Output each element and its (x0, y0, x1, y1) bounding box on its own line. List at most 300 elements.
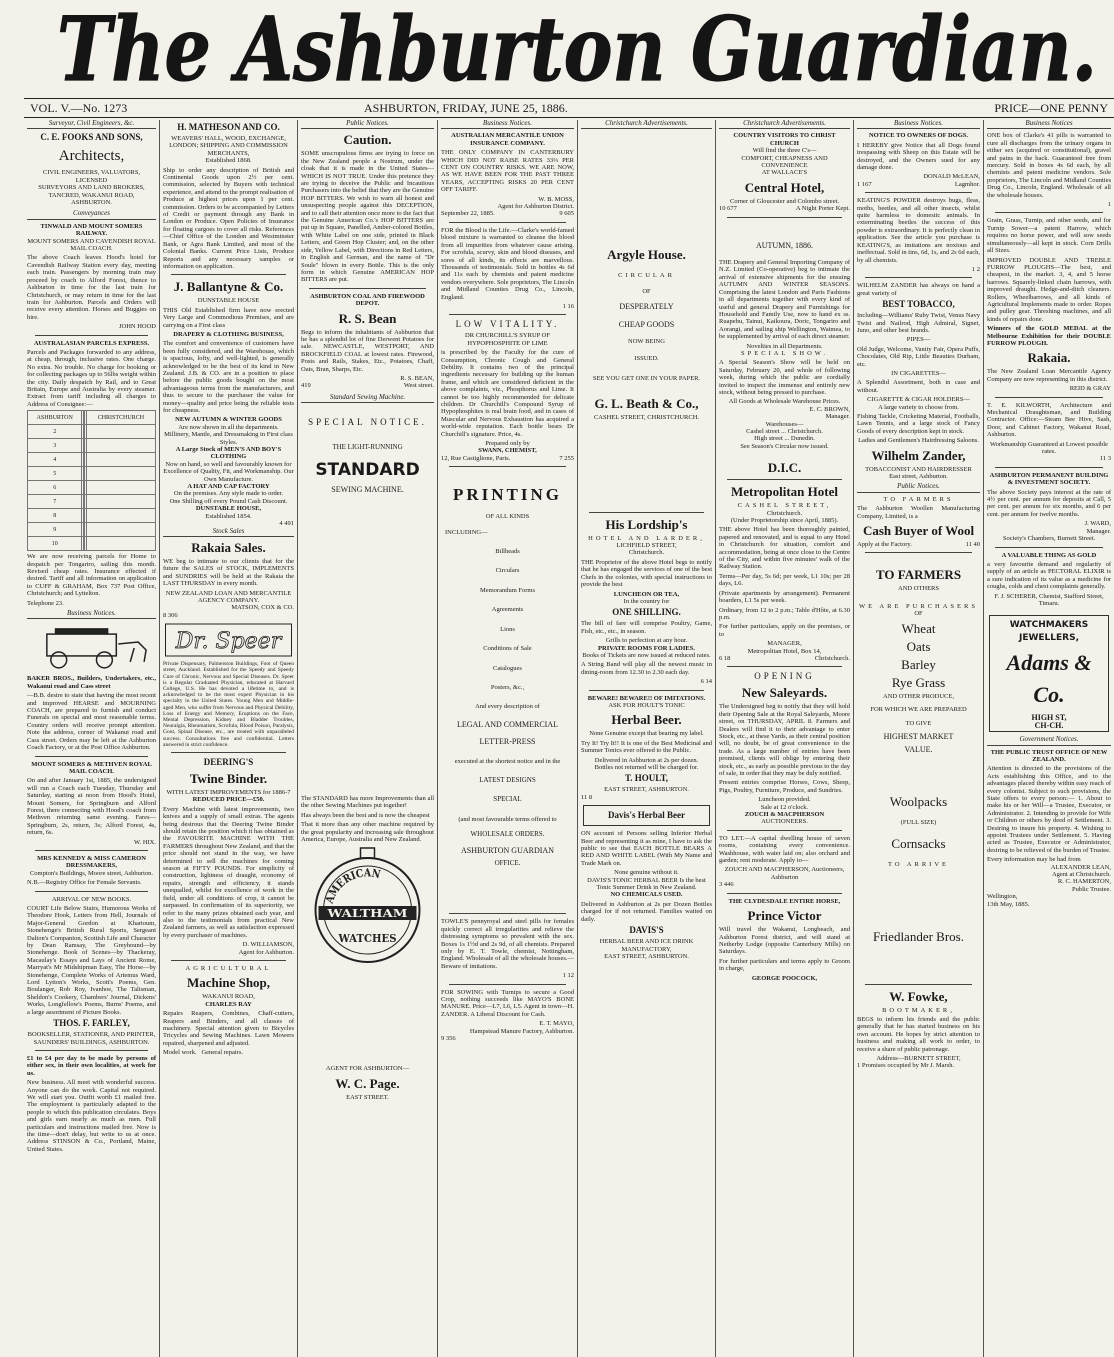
fowke-address: Address—BURNETT STREET, (876, 1054, 961, 1062)
desperately-label: DESPERATELY (619, 302, 674, 312)
caution-heading: Caution. (343, 132, 392, 148)
bill-of-fare: The bill of fare will comprise Poultry, Game, Fish, etc., etc., in season. (581, 620, 712, 635)
barley: Barley (901, 656, 936, 672)
fooks-firm: C. E. FOOKS AND SONS, (40, 132, 143, 143)
including-label: INCLUDING— (445, 528, 488, 536)
column-8 (984, 120, 1114, 1357)
circular-label: CIRCULAR (618, 272, 675, 280)
value-label: VALUE. (904, 745, 933, 755)
coach-text: The above Coach leaves Hood's hotel for Cavendish Railway Station every day, meeting each train. Passengers by morning train may proceed by coach to Alford Forest, thence to Ashburton in time for the last train for Christchurch, or may return in time for the last train for Ashburton. Parcels and Orders will receive every attention. Horses and Buggies on hire. (27, 254, 156, 321)
divider (589, 690, 704, 691)
none-genuine: None Genuine except that bearing my label. (589, 730, 704, 738)
one-shilling: ONE SHILLING. (612, 607, 681, 618)
dogs-number: 1 167 (857, 180, 872, 188)
bootmaker: BOOTMAKER, (882, 1006, 955, 1014)
to-farmers-small: TO FARMERS (883, 495, 954, 503)
discount: One Shilling off every Pound Cash Discount. (169, 497, 288, 505)
adams-city: CH-CH. (1034, 720, 1064, 730)
fowke-name: W. Fowke, (889, 988, 948, 1004)
aus-title: AUSTRALIAN MERCANTILE UNION INSURANCE COMPANY. (451, 132, 564, 147)
of-label: OF (642, 287, 651, 295)
coach-title: TINWALD AND MOUNT SOMERS RAILWAY. (40, 222, 143, 238)
cash-buyer: Cash Buyer of Wool (862, 523, 975, 539)
jewellers: JEWELLERS, (1018, 633, 1080, 644)
vitality-address: 12, Rue Castiglione, Paris. (441, 454, 511, 462)
coal-title: ASHBURTON COAL AND FIREWOOD DEPOT. (310, 292, 425, 308)
column-header: Business Notices (987, 120, 1111, 129)
issued-label: ISSUED. (634, 355, 659, 363)
delivered: Delivered in Ashburton at 2s per dozen. (594, 756, 699, 764)
wilhelm-zander: Wilhelm Zander, (871, 447, 966, 463)
lordships-title: His Lordship's (605, 516, 688, 532)
letter-press: LETTER-PRESS (479, 737, 536, 747)
cheap-goods: CHEAP GOODS (618, 319, 675, 329)
grills: Grills to perfection at any hour. (605, 637, 688, 645)
coal-number: 419 (301, 382, 311, 390)
price: PRICE—ONE PENNY (994, 101, 1108, 115)
fowke-foot (857, 1062, 980, 1069)
dr-speer-logo (163, 622, 294, 658)
volume-number: VOL. V.—No. 1273 (30, 101, 128, 115)
wholesale-prices: All Goods at Wholesale Warehouse Prices. (728, 398, 841, 406)
hearse-illustration (27, 622, 156, 672)
ballantyne-name: J. Ballantyne & Co. (173, 279, 284, 295)
binder-subtitle: WITH LATEST IMPROVEMENTS for 1886-7 (166, 789, 291, 796)
divider (35, 850, 148, 851)
clothing-subtitle: Now on hand, so well and favourably known for Excellence of Quality, Fit, and Workmanship. Our Own Manufacture. (163, 460, 294, 483)
metro-private: (Private apartments by arrangement). Permanent boarders, L1 5s per week. (719, 589, 850, 605)
dic-text: THE Drapery and General Importing Company of N.Z. Limited (Co-operative) beg to intimate the arrival of extensive shipments for the ensuing AUTUMN AND WINTER SEASONS. Comprising the latest London and Paris Fashions in all departments together with every kind of useful and general Drapery and Furnishings for Household and Family Use, now to hand ex ss. Ruapehu, Tainui, Kaikoura, Doric, Tongariro and Aorangi, and sailing ship Wellington, Waimea, to be supplemented by arrival of each direct steamer. (719, 259, 850, 341)
brown-manager: Manager. (825, 413, 850, 421)
metro-ordinary: Ordinary, from 12 to 2 p.m.; Table d'Hôte, at 6.30 p.m. (719, 606, 850, 621)
baker-title: BAKER BROS., Builders, Undertakers, etc., Wakanui road and Cass street (27, 675, 156, 690)
column-7 (854, 120, 984, 1357)
light-running: THE LIGHT-RUNNING (332, 443, 403, 452)
dateline (24, 98, 1114, 118)
columns (24, 120, 1114, 1357)
davis-text: ON account of Persons selling Inferior Herbal Beer and representing it as mine, I have to ask the public to see that EACH BOTTLE BEARS A RED AND WHITE LABEL (With My Name and Trade Mark on. (581, 830, 712, 867)
society-text: The above Society pays interest at the rate of 4½ per cent. per annum for deposits at Call, 5 per cent. per annum for six months, and 6 per cent. per annum for twelve months. (987, 488, 1111, 518)
full-size: (FULL SIZE) (900, 818, 937, 826)
tobacco-text: Including—Williams' Ruby Twist, Venus Navy Twist and Nailrod, High Admiral, Signet, Juno, and other best brands. (857, 312, 980, 334)
blood-number: 1 16 (562, 302, 574, 310)
autumn-subtitle: Are now shown in all the departments. (178, 423, 279, 431)
column-2 (160, 120, 298, 1357)
aus-foot (441, 210, 574, 217)
tariff-table (27, 410, 156, 551)
divider (449, 222, 566, 223)
metro-city: Christchurch. (766, 509, 803, 517)
sewing-machine: SEWING MACHINE. (331, 484, 404, 494)
metro-management: (Under Proprietorship since April, 1885). (730, 517, 839, 525)
printing-item: Lions (500, 625, 515, 633)
parcels-title: AUSTRALASIAN PARCELS EXPRESS. (33, 339, 150, 347)
cigarettes-heading: IN CIGARETTES— (891, 369, 946, 377)
opening: OPENING (754, 671, 815, 682)
binder-price: REDUCED PRICE—£50. (192, 796, 265, 804)
cashel-street: Cashel street ... Christchurch. (746, 428, 823, 435)
davis-delivered: Delivered in Ashburton at 2s per Dozen Bottles charged for if not returned. Families waited on daily. (581, 900, 712, 923)
present-entries: Present entries comprise Horses, Cows, Sheep, Pigs, Poultry, Furniture, Produce, and Sundries. (719, 779, 850, 794)
auctioneers: AUCTIONEERS. (761, 818, 808, 826)
farley-address: SAUNDERS' BUILDINGS, ASHBURTON. (33, 1038, 150, 1046)
hat-heading: A HAT AND CAP FACTORY (187, 483, 270, 491)
pectoral-text: a very favourite demand and regularity of supply of an article as PECTORAL ELIXIR is a sure indication of its value as a medicine for coughs, colds and chest complaints generally. (987, 560, 1111, 591)
printing-item: Catalogues (493, 664, 522, 672)
saleyards-text: The Undersigned beg to notify that they will hold their Opening Sale at the Royal Saleyards, Moore street, on THURSDAY, APRIL 8. Farmers and Dealers will find it to their advantage to enter Stock, etc., at these Yards, as their central position will, no doubt, be of great convenience to the trade. As a large number of entries have been promised, clients will oblige by entering their stock, etc., as early as possible previous to the day of sale, in order that they may be duly notified. (719, 703, 850, 777)
matheson-title: H. MATHESON AND CO. (177, 122, 280, 132)
special-label: SPECIAL (493, 795, 522, 804)
to-give: TO GIVE (905, 719, 932, 727)
printing-item: Agreements (491, 606, 524, 614)
adams-street: HIGH ST, (1031, 713, 1067, 723)
stallion-title: THE CLYDESDALE ENTIRE HORSE, (728, 897, 841, 905)
factory-foot (857, 541, 980, 548)
central-number: 10 677 (719, 205, 737, 213)
davis-title: Davis's Herbal Beer (608, 810, 685, 821)
pills-number: 1 (1107, 201, 1111, 209)
highest-market: HIGHEST MARKET (883, 731, 954, 741)
season-circular: See Season's Circular now issued. (740, 442, 829, 450)
svg-text:WATCHES: WATCHES (337, 932, 397, 946)
table-cell: 5 (28, 467, 82, 481)
svg-text:AMERICAN: AMERICAN (322, 866, 384, 906)
show-text: A Special Season's Show will be held on Saturday, February 20, and whole of following week, during which the public are cordially invited to inspect the immense and entirely new stock, without being pressed to purchase. (719, 359, 850, 396)
metro-number: 6 18 (719, 654, 731, 662)
divider (449, 984, 566, 985)
every-description: And every description of (475, 703, 540, 711)
machine-foot (163, 1049, 294, 1056)
divider (727, 479, 842, 480)
band-number: 6 14 (700, 678, 712, 686)
hairdressing: Ladies and Gentlemen's Hairdressing Saloons. (858, 437, 979, 445)
central-address: Corner of Gloucester and Colombo street. (729, 197, 840, 205)
column-4 (438, 120, 578, 1357)
sewing-header: Standard Sewing Machine. (301, 394, 434, 403)
ballantyne-text: THIS Old Established firm have now erected Very Large and Commodious Premises, and are carrying on a First class (163, 306, 294, 329)
aus-agent: Agent for Ashburton District. (497, 203, 574, 211)
sewing-text-3: That it more than any other machine required by the great popularity and increasing sale throughout America, Europe, Australia and New Zealand. (301, 821, 434, 844)
country-label: In the country for (623, 597, 670, 605)
adams-name: Adams & Co. (1006, 650, 1092, 708)
divider (35, 335, 148, 336)
apply-factory: Apply at the Factory. (857, 541, 912, 549)
dunstable-established: Established 1854. (205, 512, 252, 520)
terms-note: (and most favourable terms offered to (458, 815, 557, 823)
column-header: Surveyor, Civil Engineers, &c. (27, 120, 156, 129)
column-1 (24, 120, 160, 1357)
hoult-name: T. HOULT, (624, 773, 669, 784)
dogs-place: Lagmhor. (954, 180, 980, 188)
prince-victor: Prince Victor (747, 908, 822, 924)
dress-note: N.B.—Registry Office for Female Servants. (27, 879, 142, 887)
divider (449, 913, 566, 914)
trust-date: 13th May, 1885. (987, 900, 1030, 908)
metro-box: Metropolitan Hotel, Box 14, (747, 647, 822, 655)
clothing-heading: A Large Stock of MEN'S AND BOY'S CLOTHING (175, 446, 282, 461)
divider (727, 830, 842, 831)
hotel-text: THE Proprietor of the above Hotel begs to notify that he has engaged the services of one of the best Chefs in the colonies, with special instructions to provide the best (581, 558, 712, 589)
hotel-city: Christchurch. (628, 549, 665, 557)
table-cell: 2 (28, 425, 82, 439)
society-role: Manager. (1086, 527, 1111, 535)
table-cell: 10 (28, 537, 82, 551)
svg-text:WALTHAM: WALTHAM (326, 907, 408, 921)
deering-title: DEERING'S (203, 757, 254, 767)
dic-title: D.I.C. (767, 460, 802, 476)
divider (865, 552, 972, 553)
spacer (301, 969, 434, 1065)
divider (865, 192, 972, 193)
trust-text: Attention is directed to the provisions of the Acts establishing this Office, and to the advantages placed thereby within easy reach of every colonist. Subject to such provisions, the State offers to every person:— 1. About to make his or her Will—a Trustee, Executor, or Administrator. 2. Intending to provide for Wife or Children or others by deed of Settlement. 3. Desiring to insure his property. 4. Wishing to appoint Trustees under Settlement. 5. Having acted as Trustee, Executor or Administrator, desiring to be relieved of the burden of Trustee. (987, 765, 1111, 854)
pipes-heading: PIPES— (906, 336, 931, 344)
sewing-text-2: Has always been the best and is now the cheapest (301, 811, 430, 819)
woolpacks: Woolpacks (889, 793, 948, 809)
to-let-number: 3 446 (719, 881, 734, 889)
beath-address: CASHEL STREET, CHRISTCHURCH. (593, 414, 700, 422)
millinery: Millinery, Mantle, and Dressmaking in First class Styles. (164, 431, 293, 446)
drapery-heading: DRAPERY & CLOTHING BUSINESS, (173, 330, 284, 338)
printing-subtitle: OF ALL KINDS (485, 513, 530, 521)
best-tobacco: BEST TOBACCO, (882, 299, 955, 310)
beware: BEWARE! BEWARE!! OF IMITATIONS. (587, 694, 706, 702)
column-header: Business Notices. (857, 120, 980, 129)
stock-header: Stock Sales (163, 528, 294, 537)
printing-item: Billheads (495, 548, 520, 556)
coal-text: Begs to inform the inhabitants of Ashburton that he has a splendid lot of fine Derwent Potatoes for sale. NEWCASTLE, WESTPORT, AND BROCKFIELD COAL at lowest rates. Firewood, Posts and Rails, Stakes, Etc., Potatoes, Chaff, Oats, Bran, Sharps, Etc. (301, 328, 434, 373)
society-signature: J. WARD, (1084, 520, 1111, 528)
executed-note: executed at the shortest notice and in the (454, 757, 561, 765)
matheson-subtitle: WEAVERS' HALL, WOOD, EXCHANGE, LONDON; SHIPPING AND COMMISSION MERCHANTS, (169, 135, 288, 157)
column-5 (578, 120, 716, 1357)
keating-text: KEATING'S POWDER destroys bugs, fleas, moths, beetles, and all other insects, whilst quite harmless to domestic animals. In exterminating beetles the success of this powder is extraordinary. It is perfectly clean in application. See the article you purchase is KEATING'S, as imitations are noxious and ineffectual. Sold in tins, 6d, 1s, and 2s 6d each, by all chemists. (857, 197, 980, 264)
general-repairs: General repairs. (201, 1049, 243, 1057)
printing-item: Memorandum Forms (479, 586, 536, 594)
kilworth-text: T. E. KILWORTH, Architecture and Mechanical Draughtsman, and Building Contractor. Office:—Steam Bee Hive, Sash, Door, and Cabinet Factory, Wakanui Road, Ashburton. (987, 401, 1111, 439)
coach-subtitle: MOUNT SOMERS AND CAVENDISH ROYAL MAIL COACH. (27, 237, 156, 253)
svg-text:Dr. Speer: Dr. Speer (175, 629, 282, 655)
aus-text: THE ONLY COMPANY IN CANTERBURY WHICH DID NOT RAISE RATES 33⅓ PER CENT ON COUNTRY RISKS. WE ARE NOW, AS WE HAVE BEEN FOR THE PAST THREE YEARS, ACCEPTING RISKS 20 PER CENT OFF TARIFF. (441, 149, 574, 194)
printing-item: Conditions of Sale (483, 645, 532, 653)
kilworth-number: 11 3 (1099, 455, 1111, 463)
masthead-title-svg (40, 2, 1114, 94)
dogs-foot (857, 181, 980, 188)
davis-box (583, 805, 710, 826)
binder-agent: Agent for Ashburton. (238, 948, 294, 956)
pay-text: New business. All meet with wonderful success. Anyone can do the work. Capital not required. We will start you. Outfit worth £1 mailed free. The employment is particularly adapted to the people to which this publication circulates. Boys and girls earn nearly as much as men. Full particulars and instructions mailed free. Now is the time—don't delay, but write to us at once. Address STINSON & Co., Portland, Maine, United States. (27, 1079, 156, 1153)
dress-subtitle: DRESSMAKERS, (65, 862, 118, 870)
private-rooms: PRIVATE ROOMS FOR LADIES. (598, 644, 695, 652)
parcels-note: We are now receiving parcels for Home to despatch per Tongariro, sailing this month. Revised cheap rates. Insurance effected if desired. Tariff and all information on application to CUFF & GRAHAM, Box 737 Post Office, Christchurch; and Lyttelton. (27, 553, 156, 598)
divider (865, 984, 972, 985)
prepared: FOR WHICH WE ARE PREPARED (870, 706, 967, 714)
trust-role: Public Trustee. (1071, 885, 1111, 893)
warehouses: Warehouses— (765, 420, 804, 428)
sale-time: Sale at 12 o'clock. (760, 803, 809, 811)
dogs-title: NOTICE TO OWNERS OF DOGS. (868, 132, 969, 140)
metro-foot (719, 655, 850, 662)
books-text: COURT Life Below Stairs, Humorous Works of Theodore Hook, Letters from Hell, Journals of Major-General Gordon at Khartoum, Stonehenge's British Rural Sports, Sergeant Dalton's Companion, Scottish Life and Character by Dean Ramsay, The Greyhound—by Stonehenge. Book of Scenes—by Thackeray, Macaulay's Essays and Lays of Ancient Rome, Marryat's Mr Midshipman Easy, The Horse—by Stonehenge, Complete Works of Artemus Ward, Lord Lytton's Works, Scott's Poems, Gen. Boulanger, Rob Roy, Ivanhoe, The Talisman, Sheldon's Cookery, Chambers' Journal, Dickens' Works, Longfellow's Poems, Burns' Poems, and a large assortment of Picture Books. (27, 905, 156, 1016)
bottles-note: Bottles not returned will be charged for. (594, 764, 699, 771)
try-text: Try It! Try It!! It is one of the Best Medicinal and Summer Tonics ever offered to the Public. (581, 739, 712, 755)
watchmakers: WATCHMAKERS (1009, 620, 1089, 631)
visitors-title: COUNTRY VISITORS TO CHRIST CHURCH (733, 132, 836, 147)
central-foot (719, 205, 850, 212)
cigarettes-text: A Splendid Assortment, both in case and without. (857, 379, 980, 394)
twine-binder: Twine Binder. (189, 771, 268, 786)
rakaia-text: The New Zealand Loan Mercantile Agency Company are now representing in this district. (987, 368, 1111, 383)
waltham-watch-illustration (301, 846, 434, 966)
davis-tonic: DAVIS'S TONIC HERBAL BEER Is the best Tonic Summer Drink in New Zealand. (587, 876, 706, 892)
divider (309, 288, 426, 289)
pay-title: £1 to £4 per day to be made by persons of either sex, in their own localities, at work for us. (27, 1054, 156, 1077)
luncheon-provided: Luncheon provided. (758, 796, 811, 804)
metro-manager: MANAGER, (767, 640, 802, 648)
dogs-signature: DONALD McLEAN, (923, 173, 980, 181)
machine-shop: Machine Shop, (186, 975, 271, 991)
vitality-prepared: Prepared only by (485, 440, 530, 448)
other-produce: AND OTHER PRODUCE, (883, 692, 954, 700)
pectoral-signature: F. J. SCHERER, Chemist, Stafford Street, Timaru. (994, 592, 1104, 607)
farley-name: THOS. F. FARLEY, (53, 1018, 130, 1029)
table-header: ASHBURTON (28, 411, 82, 425)
metropolitan-hotel: Metropolitan Hotel (731, 484, 838, 500)
aus-number: 9 605 (559, 210, 574, 218)
trust-signature: ALEXANDER LEAN, (1050, 863, 1111, 871)
sowing-address: Hampstead Manure Factory, Ashburton. (469, 1027, 574, 1035)
poocock-signature: GEORGE POOCOCK, (751, 974, 818, 982)
divider (727, 893, 842, 894)
no-chemicals: NO CHEMICALS USED. (610, 891, 683, 899)
wheat: Wheat (901, 620, 936, 636)
adams-advert (989, 615, 1109, 732)
metro-terms: Terms—Per day, 5s 6d; per week, L1 10s; per 28 days, L6. (719, 572, 850, 588)
dunstable-number: 4 491 (279, 520, 294, 528)
vitality-foot (441, 455, 574, 462)
table-cell: 9 (28, 523, 82, 537)
society-address: Society's Chambers, Burnett Street. (1002, 535, 1096, 543)
davis-2-address: EAST STREET, ASHBURTON. (604, 952, 689, 960)
prince-further: For further particulars and terms apply to Groom in charge, (719, 957, 850, 973)
night-porter: A Night Porter Kept. (795, 205, 850, 213)
trust-info: Every information may be had from (987, 856, 1081, 864)
divider (449, 466, 566, 467)
legal-commercial: LEGAL AND COMMERCIAL (456, 719, 559, 729)
coal-foot (301, 382, 434, 389)
and-others: AND OTHERS (898, 585, 939, 593)
sowing-text: FOR SOWING with Turnips to secure a Good Crop, nothing succeeds like MAYO'S BONE MANURE. Price—L7, L6, L5. Agent in town—H. ZANDER. A Liberal Discount for Cash. (441, 988, 574, 1018)
speer-text: Private Dispensary, Palmerston Buildings, Foot of Queen street, Auckland. Established for the Speedy and Speedy Cure of Chronic, Nervous and Special Diseases. Dr. Speer is a Regular Graduated Physician, educated at Harvard College, U.S. He has devoted a lifetime to, and is acknowledged to be the most expert Physician in his specialty in the United States. Young Men and Middle-aged Men, who suffer from Nervous and Physical Debility, Loss of Energy and Memory, Eruptions on the Face, Mental Depression, Kidney and Bladder Troubles, Neuralgia, Rheumatism, Scrofula, Blood Poison, Paralysis, Gout, Spinal Disease, etc., are treated with unparalleled success. Consultations free and confidential. Letters answered in strict confidence. (163, 661, 294, 748)
divider (727, 217, 842, 218)
rakaia-text: WE beg to intimate to our clients that for the future the SALES of STOCK, IMPLEMENTS and SUNDRIES will be held at the Rakaia the LAST THURSDAY in every month. (163, 557, 294, 588)
trust-title: THE PUBLIC TRUST OFFICE OF NEW ZEALAND. (990, 748, 1108, 763)
spacer (301, 493, 434, 793)
see-note: SEE YOU GET ONE IN YOUR PAPER. (592, 374, 701, 382)
office-label: OFFICE. (494, 858, 521, 867)
coach-signature: JOHN HOOD (118, 323, 156, 331)
latest-designs: LATEST DESIGNS (479, 775, 536, 784)
rakaia-number: 8 306 (163, 611, 178, 619)
gold-title: A VALUABLE THING AS GOLD (1001, 551, 1097, 559)
table-cell: 7 (28, 495, 82, 509)
hoult-number: 11 8 (581, 793, 593, 801)
drapery-text: The comfort and convenience of customers have been fully considered, and the Warehouse, which is spacious, lofty, and well-lighted, is generally acknowledged to be the best of its kind in New Zealand. J.B. & CO. are in a position to place before the public goods bought on the most advantageous terms from the manufacturers, and thus to secure to the purchaser the value for money—quality and price being the reliable tests for cheapness. (163, 340, 294, 414)
central-hotel: Central Hotel, (744, 179, 825, 195)
caution-text: SOME unscrupulous firms are trying to force on the New Zealand people a Nostrum, under the cloak that it is made in the United States— WHICH IS NOT TRUE. Under this pretence they are trying to deceive the Public and Incautious Purchasers into the belief that they are the Genuine HOP BITTERS. We wish to warn all honest and unsuspecting people against this DECEPTION, and to call their attention once more to the fact that the Genuine American Co.'s HOP BITTERS are put up in Square, Panelled, Amber-colored Bottles, with White Label on one side, printed in Black Letters, and Green Hop Cluster; and, on the other side, Yellow Label, with Directions in Red Letters, in English and German, and the name of "Dr Soule" blown in every Bottle. This is the only form in which Genuine AMERICAN HOP BITTERS are put. (301, 150, 434, 284)
dunstable-house: DUNSTABLE HOUSE, (195, 505, 262, 513)
dogs-text: I HEREBY give Notice that all Dogs found trespassing with Sheep on this Estate will be destroyed, and the Owners sued for any damage done. (857, 141, 980, 172)
dress-title: MRS KENNEDY & MISS CAMERON (37, 854, 146, 862)
pipes-text: Old Judge, Welcome, Vanity Fair, Opera Puffs, Chocolates, Old Rip, Little Beauties Durham, etc. (857, 345, 980, 368)
coal-signature: R. S. BEAN, (400, 374, 434, 382)
table-header: CHRISTCHURCH (86, 411, 155, 425)
hotel-larder: HOTEL AND LARDER, (588, 534, 705, 542)
divider (727, 666, 842, 667)
woollen-text: The Ashburton Woollen Manufacturing Company, Limited, is a (857, 505, 980, 520)
fooks-line: ASHBURTON. (71, 199, 112, 207)
table-cell: 6 (28, 481, 82, 495)
farley-title: BOOKSELLER, STATIONER, AND PRINTER, (27, 1031, 156, 1039)
pills-text: ONE box of Clarke's 41 pills is warranted to cure all discharges from the urinary organs in either sex (acquired or constitutional), gravel and pains in the back. Guaranteed free from mercury. Sold in boxes 4s 6d each, by all chemists and patent medicine vendors. Sole proprietors, The Lincoln and Midland Counties Drug Co., Lincoln, England. Wholesale of all the wholesale houses. (987, 132, 1111, 199)
issue-date: ASHBURTON, FRIDAY, JUNE 25, 1886. (364, 101, 568, 115)
printing-item: Posters, &c., (490, 683, 525, 691)
tickets: Books of Tickets are now issued at reduced rates. (582, 651, 711, 659)
visitors-subtitle: Will find the three C's— (752, 147, 817, 155)
ask-label: ASK FOR HOULT'S TONIC (608, 701, 685, 709)
metro-further: For further particulars, apply on the premises, or to (719, 623, 850, 638)
rakaia-signature: REID & GRAY (1069, 385, 1111, 393)
hoult-address: EAST STREET, ASHBURTON. (604, 786, 689, 794)
vitality-number: 7 255 (559, 454, 574, 462)
column-3 (298, 120, 438, 1357)
divider (171, 752, 286, 753)
divider (865, 277, 972, 278)
model-work: Model work. (163, 1049, 197, 1057)
divider (995, 212, 1103, 213)
friedlander-bros: Friedlander Bros. (873, 928, 964, 944)
matheson-text: Ship to order any description of British and Continental Goods upon 2½ per cent. commission, selected by Buyers with technical experience, and attend to the prompt realisation of Produce at highest prices upon 1 per cent. commission. Orders to be accompanied by Letters of Credit or payment through any Bank in London or Produce. Open Policies of Insurance for floating cargoes to cover all risks. References—Chief Office of the London and Westminster Bank, or Agra Bank Limited, and most of the Colonial Banks. Current Price Lists, Produce Reports and any necessary samples or information on application. (163, 166, 294, 270)
mail-signature: W. HIX. (134, 838, 156, 846)
agent-label: AGENT FOR ASHBURTON— (325, 1065, 410, 1073)
mail-text: On and after January 1st, 1885, the undersigned will run a Coach each Tuesday, Thursday and Saturday, starting at noon from Hood's Hotel, Mount Somers, for Springburn and Alford Forest, there connecting with Hood's coach from Methven returning same evening. Fares—Springburn, 2s, return, 3s; Alford Forest, 4s, return, 6s. (27, 777, 156, 837)
divider (589, 512, 704, 513)
vitality-text: is prescribed by the Faculty for the cure of Consumption, Chronic Cough and General Debility. It contains two of the principal ingredients necessary for building up the human frame, and which are considered deficient in the above complaints, viz., Phosphorus and Lime. It cannot be too highly recommended for delicate children. Dr Churchill's Compound Syrup of Hypophosphites is real brain food, and in cases of Muscular and Nervous Exhaustion has acquired a world-wide reputation. Each bottle bears Dr Churchill's signature. Price, 4s. (441, 349, 574, 438)
rakaia-signature-2: MATSON, COX & CO. (231, 604, 294, 612)
to-let-signature: ZOUCH AND MACPHERSON, Auctioneers, Ashburton (724, 866, 845, 881)
parcels-text: Parcels and Packages forwarded to any address, at cheap, through, inclusive rates. One charge. No extra. No trouble. No charge for booking or for collecting packages up to 56lbs weight within the city. Daily despatch by Rail, and to Great Britain, Europe and Australia by every steamer. Extract from tariff including all charges to Address of Consignee:— (27, 348, 156, 408)
metro-address: CASHEL STREET, (737, 502, 832, 510)
davis-none: None genuine without it. (614, 869, 679, 877)
rye-grass: Rye Grass (891, 674, 946, 690)
fooks-line: SURVEYORS AND LAND BROKERS, (38, 184, 145, 192)
luncheon: LUNCHEON OR TEA, (613, 590, 680, 598)
now-being: NOW BEING (628, 338, 665, 346)
printing-item: Circulars (495, 567, 520, 575)
at-wallaces: AT WALLACE'S (761, 169, 808, 177)
column-header: Christchurch Advertisements. (719, 120, 850, 129)
ballantyne-subtitle: DUNSTABLE HOUSE (197, 297, 260, 305)
fooks-line: CIVIL ENGINEERS, VALUATORS, LICENSED (42, 169, 141, 184)
fowke-text: BEGS to inform his friends and the public generally that he has started business on his own account. He hopes by strict attention to business and making all work to order, to receive a share of public patronage. (857, 1015, 980, 1053)
table-cell: 8 (28, 509, 82, 523)
keating-number: 1 2 (971, 265, 980, 273)
grain-text: Grain, Grass, Turnip, and other seeds, and for Turnip Sower—a patent Harrow, which requires no horse power, and will sow seeds simultaneously—all kept in stock. Corn Drills all Sizes. (987, 217, 1111, 255)
government-notices: Government Notices. (987, 736, 1111, 745)
herbal-beer: Herbal Beer. (611, 712, 682, 728)
east-street: EAST STREET. (346, 1093, 389, 1101)
metro-text: THE above Hotel has been thoroughly painted, papered and renovated, and is equal to any Hotel in Christchurch for situation, comfort and accommodation, being at once close to the Centre of the City, and within five minutes' walk of the Railway Station. (719, 526, 850, 571)
divider (35, 1050, 148, 1051)
